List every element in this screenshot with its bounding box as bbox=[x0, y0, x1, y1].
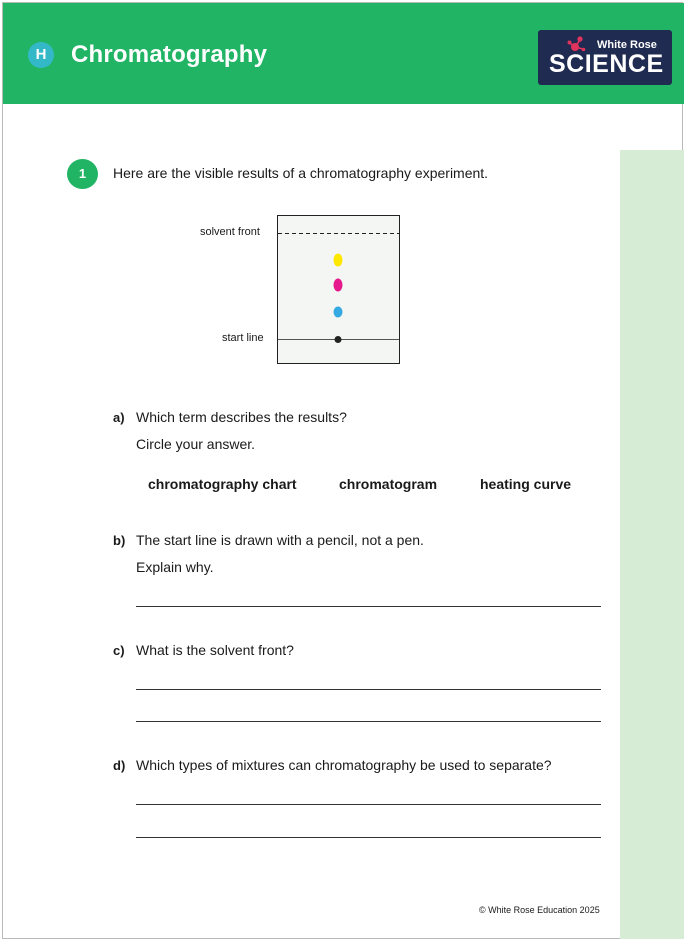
start-line-label: start line bbox=[222, 332, 264, 344]
tier-badge: H bbox=[28, 42, 54, 68]
part-b-question: The start line is drawn with a pencil, not a pen. bbox=[136, 532, 424, 548]
answer-line-b1[interactable] bbox=[136, 606, 601, 607]
header-banner bbox=[3, 3, 684, 104]
part-a-letter: a) bbox=[113, 410, 125, 425]
option-chromatogram[interactable]: chromatogram bbox=[339, 476, 438, 492]
white-rose-science-logo bbox=[538, 30, 672, 85]
yellow-spot bbox=[334, 254, 343, 267]
copyright-notice: © White Rose Education 2025 bbox=[479, 905, 600, 915]
part-d-letter: d) bbox=[113, 758, 126, 773]
question-number-badge: 1 bbox=[67, 159, 98, 189]
part-c-letter: c) bbox=[113, 643, 125, 658]
part-c-question: What is the solvent front? bbox=[136, 642, 294, 658]
answer-line-c1[interactable] bbox=[136, 689, 601, 690]
logo-text-main: SCIENCE bbox=[549, 50, 664, 78]
margin-strip bbox=[620, 150, 684, 939]
option-heating-curve[interactable]: heating curve bbox=[480, 476, 572, 492]
logo-text-top: White Rose bbox=[597, 39, 657, 51]
answer-line-c2[interactable] bbox=[136, 721, 601, 722]
part-a-instruction: Circle your answer. bbox=[136, 436, 256, 452]
page-title: Chromatography bbox=[71, 41, 268, 68]
part-d-question: Which types of mixtures can chromatography be used to separate? bbox=[136, 757, 552, 773]
blue-spot bbox=[334, 307, 343, 318]
option-chromatography-chart[interactable]: chromatography chart bbox=[148, 476, 297, 492]
part-b-instruction: Explain why. bbox=[136, 559, 214, 575]
solvent-front-label: solvent front bbox=[200, 226, 260, 238]
answer-line-d1[interactable] bbox=[136, 804, 601, 805]
part-a-question: Which term describes the results? bbox=[136, 409, 347, 425]
magenta-spot bbox=[334, 279, 343, 292]
question-intro: Here are the visible results of a chromatography experiment. bbox=[113, 165, 489, 181]
part-b-letter: b) bbox=[113, 533, 126, 548]
chromatogram-diagram bbox=[270, 210, 410, 372]
start-dot bbox=[335, 336, 342, 343]
page-border bbox=[2, 2, 683, 939]
answer-line-d2[interactable] bbox=[136, 837, 601, 838]
